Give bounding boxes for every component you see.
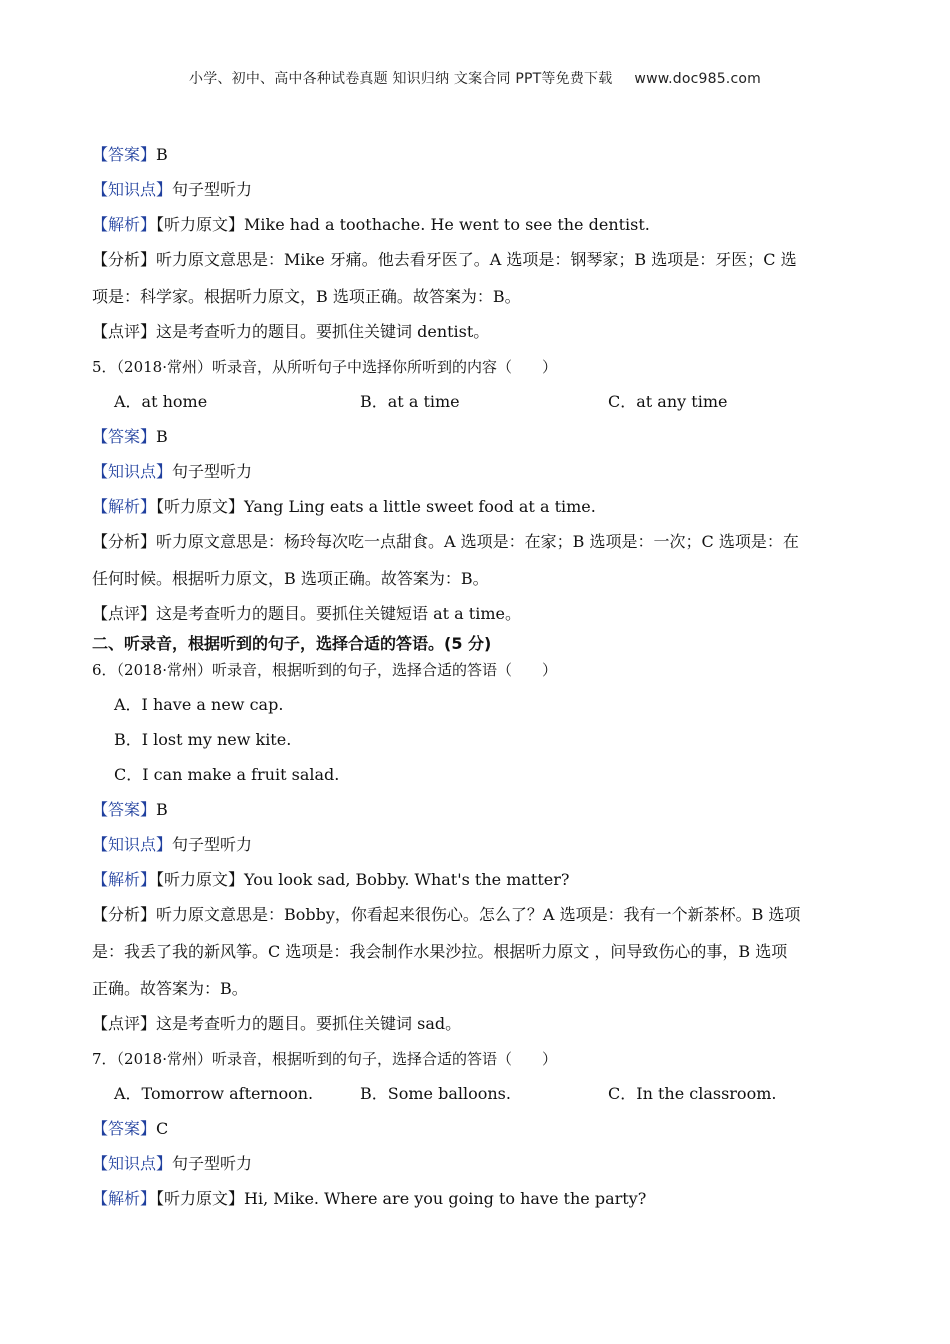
- q6-answer: B: [156, 800, 168, 819]
- parse-label: 【解析】: [92, 1189, 157, 1208]
- q6-knowledge: 句子型听力: [172, 835, 253, 854]
- section-2-title: 二、听录音，根据听到的句子，选择合适的答语。(5 分): [92, 634, 492, 653]
- q5-option-b: B．at a time: [360, 392, 460, 411]
- knowledge-label: 【知识点】: [92, 462, 173, 481]
- q4-analysis-2: 项是：科学家。根据听力原文，B 选项正确。故答案为：B。: [92, 287, 521, 306]
- q7-knowledge: 句子型听力: [172, 1154, 253, 1173]
- answer-label: 【答案】: [92, 1119, 157, 1138]
- q6-analysis-3: 正确。故答案为：B。: [92, 979, 248, 998]
- q5-knowledge: 句子型听力: [172, 462, 253, 481]
- q7-parse: 【听力原文】Hi, Mike. Where are you going to have the party?: [156, 1189, 647, 1208]
- q5-comment-line: [92, 601, 862, 627]
- q6-option-a: A．I have a new cap.: [114, 695, 284, 714]
- q4-knowledge-line: [92, 177, 862, 203]
- comment-label: 【点评】: [92, 322, 157, 341]
- q6-analysis-line: [92, 902, 862, 928]
- parse-label: 【解析】: [92, 215, 157, 234]
- q5-answer-line: [92, 424, 862, 450]
- q5-option-a: A．at home: [114, 392, 208, 411]
- q6-knowledge-line: [92, 832, 862, 858]
- q4-analysis-line-2: [92, 284, 862, 310]
- q5-stem: 5．（2018·常州）听录音，从所听句子中选择你所听到的内容（ ）: [92, 358, 557, 376]
- knowledge-label: 【知识点】: [92, 180, 173, 199]
- q7-answer-line: [92, 1116, 862, 1142]
- q4-analysis-1: 听力原文意思是：Mike 牙痛。他去看牙医了。A 选项是：钢琴家；B 选项是：牙医；C 选: [156, 250, 797, 269]
- q4-parse: 【听力原文】Mike had a toothache. He went to see the dentist.: [156, 215, 650, 234]
- q4-parse-line: [92, 212, 862, 238]
- answer-label: 【答案】: [92, 800, 157, 819]
- q6-option-c: C．I can make a fruit salad.: [114, 765, 340, 784]
- q5-parse-line: [92, 494, 862, 520]
- q7-option-a: A．Tomorrow afternoon.: [114, 1084, 314, 1103]
- q5-analysis-2: 任何时候。根据听力原文，B 选项正确。故答案为：B。: [92, 569, 489, 588]
- analysis-label: 【分析】: [92, 250, 157, 269]
- q4-knowledge: 句子型听力: [172, 180, 253, 199]
- q5-analysis-line: [92, 529, 862, 555]
- q7-option-b: B．Some balloons.: [360, 1084, 511, 1103]
- document-body: [92, 142, 862, 1221]
- q7-answer: C: [156, 1119, 169, 1138]
- answer-label: 【答案】: [92, 145, 157, 164]
- q5-comment: 这是考查听力的题目。要抓住关键短语 at a time。: [156, 604, 521, 623]
- q6-analysis-2: 是：我丢了我的新风筝。C 选项是：我会制作水果沙拉。根据听力原文 ，问导致伤心的事，B 选项: [92, 942, 788, 961]
- q4-comment: 这是考查听力的题目。要抓住关键词 dentist。: [156, 322, 490, 341]
- q6-analysis-line-2: [92, 939, 862, 965]
- comment-label: 【点评】: [92, 604, 157, 623]
- q6-answer-line: [92, 797, 862, 823]
- page-header: [0, 68, 950, 88]
- analysis-label: 【分析】: [92, 905, 157, 924]
- q7-option-c: C．In the classroom.: [608, 1084, 777, 1103]
- q6-analysis-line-3: [92, 976, 862, 1002]
- q6-parse-line: [92, 867, 862, 893]
- q4-analysis-line: [92, 247, 862, 273]
- header-text: 小学、初中、高中各种试卷真题 知识归纳 文案合同 PPT等免费下载: [189, 71, 613, 87]
- q6-stem: 6．（2018·常州）听录音，根据听到的句子，选择合适的答语（ ）: [92, 661, 557, 679]
- q5-options: [92, 389, 862, 415]
- q7-options: [92, 1081, 862, 1107]
- knowledge-label: 【知识点】: [92, 1154, 173, 1173]
- analysis-label: 【分析】: [92, 532, 157, 551]
- q7-stem: 7．（2018·常州）听录音，根据听到的句子，选择合适的答语（ ）: [92, 1050, 557, 1068]
- q6-option-b: B．I lost my new kite.: [114, 730, 292, 749]
- q4-answer-line: [92, 142, 862, 168]
- q5-analysis-1: 听力原文意思是：杨玲每次吃一点甜食。A 选项是：在家；B 选项是：一次；C 选项是：在: [156, 532, 799, 551]
- q4-answer: B: [156, 145, 168, 164]
- header-site-link[interactable]: www.doc985.com: [634, 71, 761, 87]
- q6-parse: 【听力原文】You look sad, Bobby. What's the matter?: [156, 870, 570, 889]
- q5-knowledge-line: [92, 459, 862, 485]
- q6-analysis-1: 听力原文意思是：Bobby，你看起来很伤心。怎么了？A 选项是：我有一个新茶杯。B 选项: [156, 905, 801, 924]
- parse-label: 【解析】: [92, 497, 157, 516]
- parse-label: 【解析】: [92, 870, 157, 889]
- q7-parse-line: [92, 1186, 862, 1212]
- q6-comment-line: [92, 1011, 862, 1037]
- q5-parse: 【听力原文】Yang Ling eats a little sweet food at a time.: [156, 497, 596, 516]
- q5-option-c: C．at any time: [608, 392, 728, 411]
- answer-label: 【答案】: [92, 427, 157, 446]
- q7-knowledge-line: [92, 1151, 862, 1177]
- q6-comment: 这是考查听力的题目。要抓住关键词 sad。: [156, 1014, 462, 1033]
- q4-comment-line: [92, 319, 862, 345]
- q5-analysis-line-2: [92, 566, 862, 592]
- q5-answer: B: [156, 427, 168, 446]
- comment-label: 【点评】: [92, 1014, 157, 1033]
- knowledge-label: 【知识点】: [92, 835, 173, 854]
